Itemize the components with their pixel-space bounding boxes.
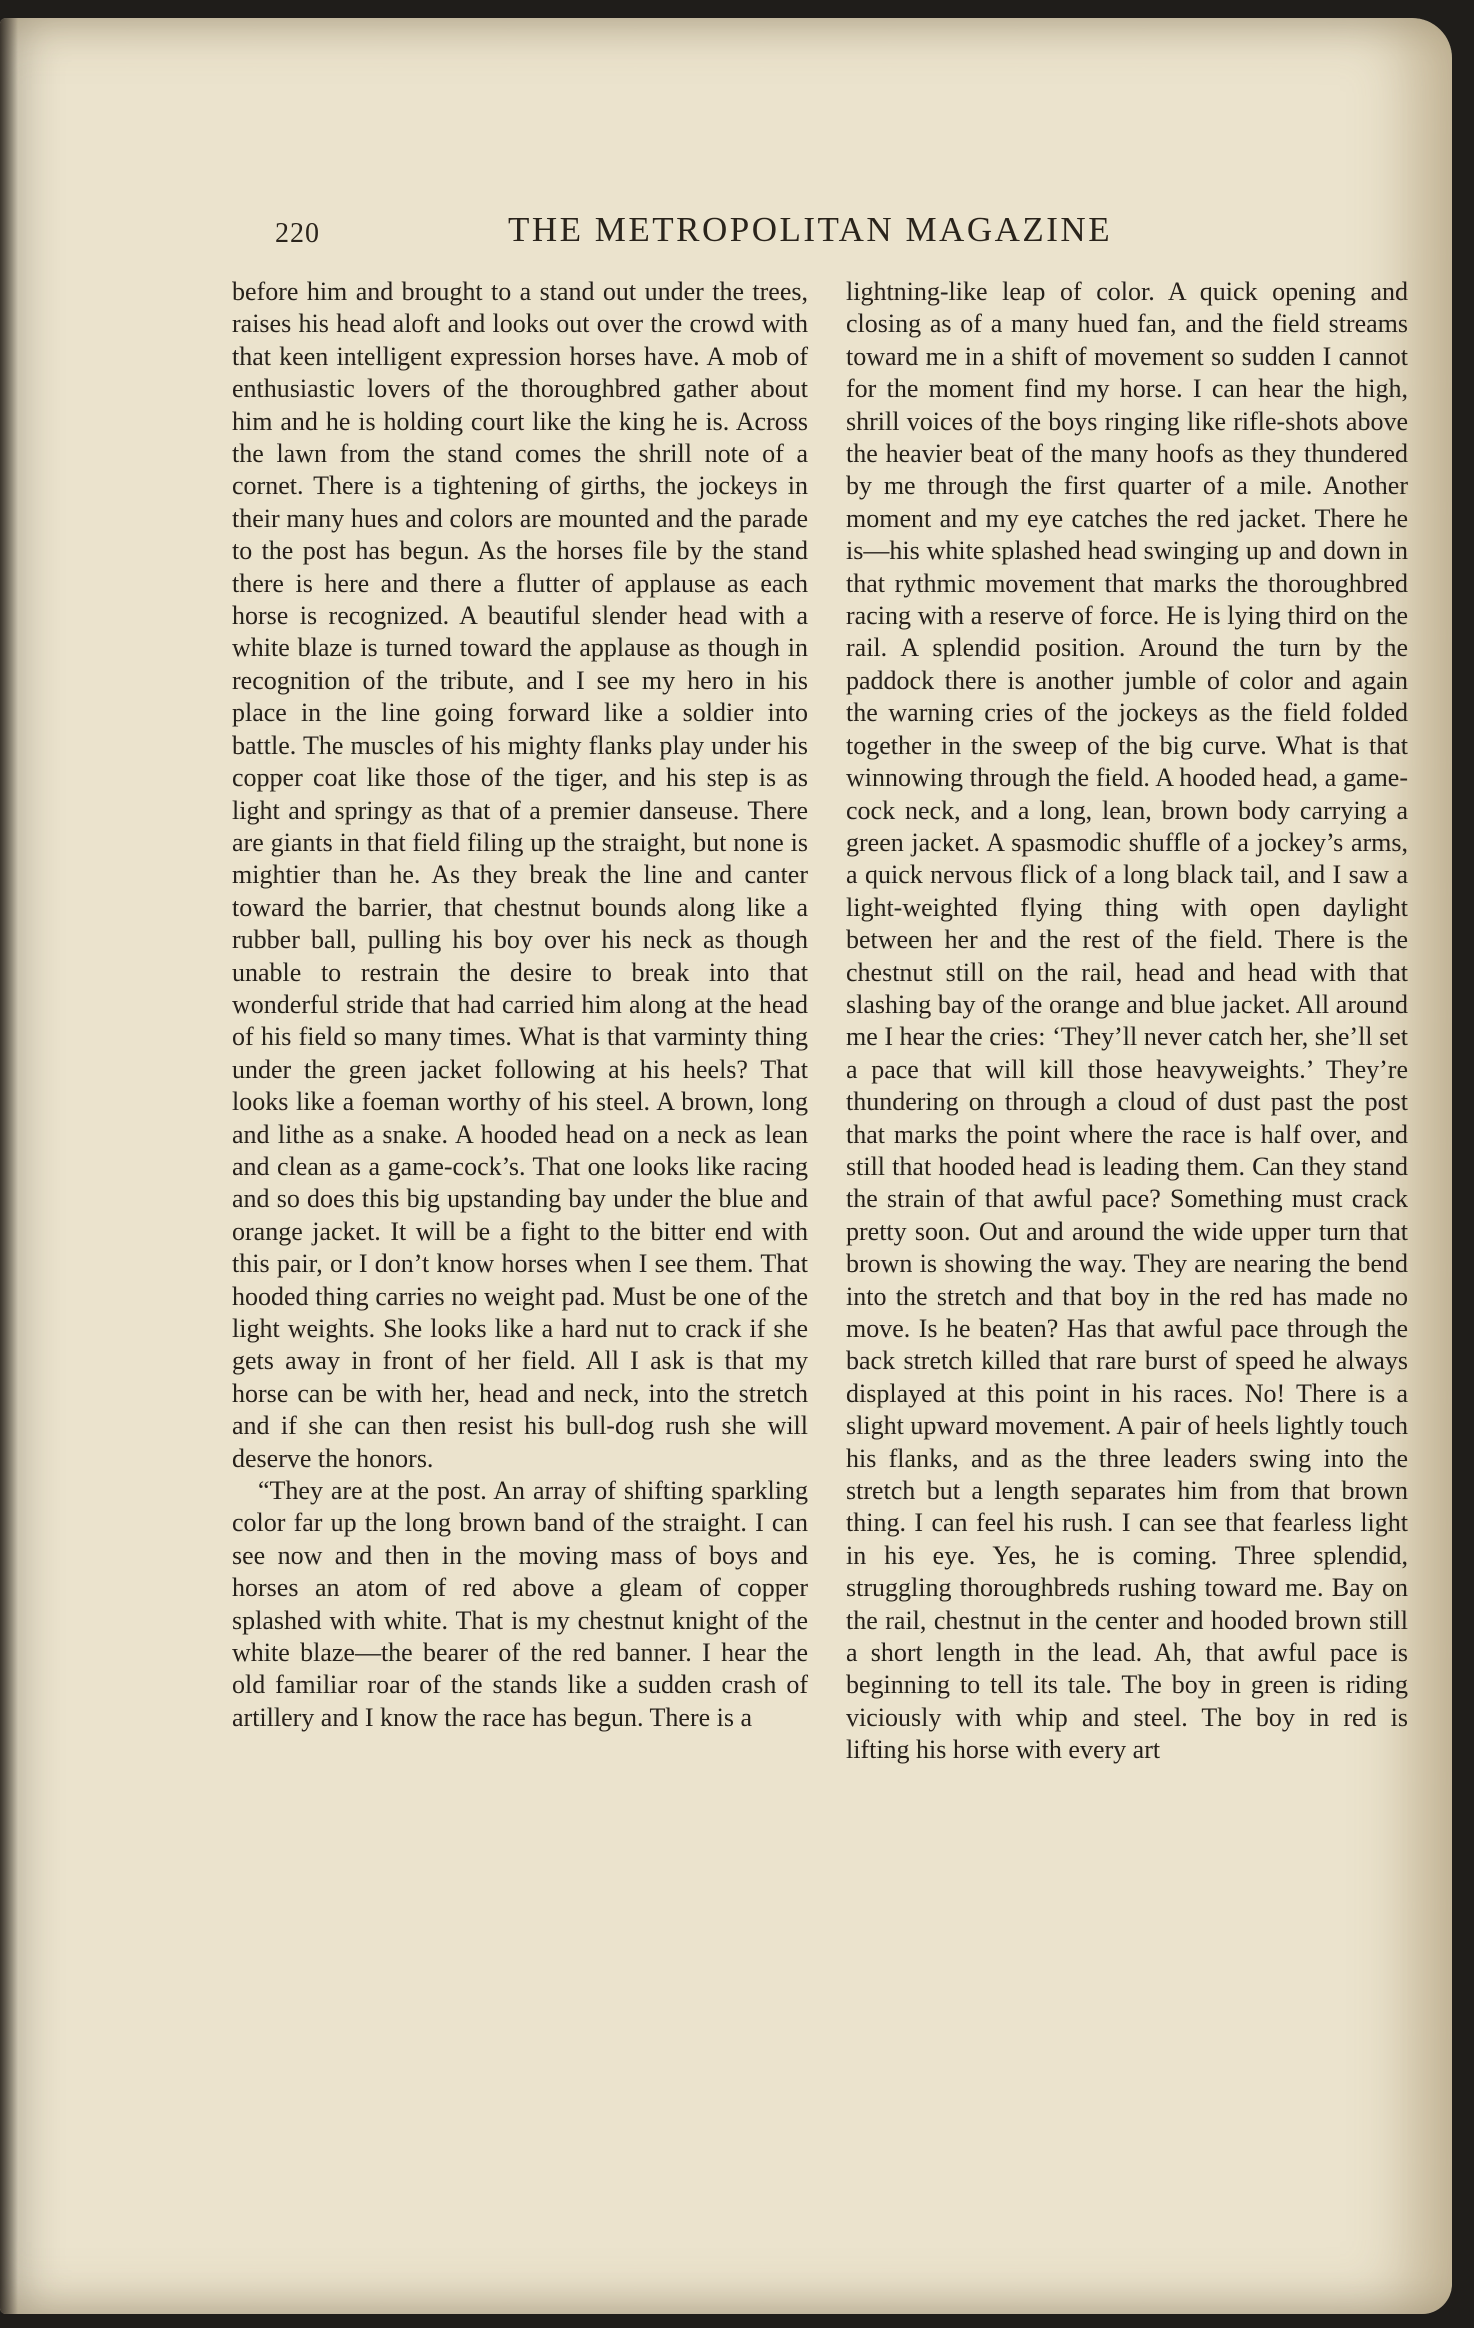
- left-paragraph-2: “They are at the post. An array of shifting sparkling color far up the long brown band of the straight. I can see now and then in the moving mass of boys and horses an atom of red above a gleam of copper splashed with white. That is my chestnut knight of the white blaze—the bearer of the red banner. I hear the old familiar roar of the stands like a sudden crash of artillery and I know the race has begun. There is a: [232, 1476, 808, 1732]
- page-header: [0, 210, 1452, 260]
- running-head: THE METROPOLITAN MAGAZINE: [508, 210, 1113, 249]
- right-column: [846, 276, 1408, 1767]
- page-spine-shadow: [0, 18, 18, 2314]
- right-paragraph-1: lightning-like leap of color. A quick opening and closing as of a many hued fan, and the field streams toward me in a shift of movement so sudden I cannot for the moment find my horse. I can hear the high, shrill voices of the boys ringing like rifle-shots above the heavier beat of the many hoofs as they thundered by me through the first quarter of a mile. Another moment and my eye catches the red jacket. There he is—his white splashed head swinging up and down in that rythmic movement that marks the thoroughbred racing with a reserve of force. He is lying third on the rail. A splendid position. Around the turn by the paddock there is another jumble of color and again the warning cries of the jockeys as the field folded together in the sweep of the big curve. What is that winnowing through the field. A hooded head, a game-cock neck, and a long, lean, brown body carrying a green jacket. A spasmodic shuffle of a jockey’s arms, a quick nervous flick of a long black tail, and I saw a light-weighted flying thing with open daylight between her and the rest of the field. There is the chestnut still on the rail, head and head with that slashing bay of the orange and blue jacket. All around me I hear the cries: ‘They’ll never catch her, she’ll set a pace that will kill those heavyweights.’ They’re thundering on through a cloud of dust past the post that marks the point where the race is half over, and still that hooded head is leading them. Can they stand the strain of that awful pace? Something must crack pretty soon. Out and around the wide upper turn that brown is showing the way. They are nearing the bend into the stretch and that boy in the red has made no move. Is he beaten? Has that awful pace through the back stretch killed that rare burst of speed he always displayed at this point in his races. No! There is a slight upward movement. A pair of heels lightly touch his flanks, and as the three leaders swing into the stretch but a length separates him from that brown thing. I can feel his rush. I can see that fearless light in his eye. Yes, he is coming. Three splendid, struggling thoroughbreds rushing toward me. Bay on the rail, chestnut in the center and hooded brown still a short length in the lead. Ah, that awful pace is beginning to tell its tale. The boy in green is riding viciously with whip and steel. The boy in red is lifting his horse with every art: [846, 277, 1408, 1765]
- left-paragraph-1: before him and brought to a stand out under the trees, raises his head aloft and looks out over the crowd with that keen intelligent expression horses have. A mob of enthusiastic lovers of the thoroughbred gather about him and he is holding court like the king he is. Across the lawn from the stand comes the shrill note of a cornet. There is a tightening of girths, the jockeys in their many hues and colors are mounted and the parade to the post has begun. As the horses file by the stand there is here and there a flutter of applause as each horse is recognized. A beautiful slender head with a white blaze is turned toward the applause as though in recognition of the tribute, and I see my hero in his place in the line going forward like a soldier into battle. The muscles of his mighty flanks play under his copper coat like those of the tiger, and his step is as light and springy as that of a premier danseuse. There are giants in that field filing up the straight, but none is mightier than he. As they break the line and canter toward the barrier, that chestnut bounds along like a rubber ball, pulling his boy over his neck as though unable to restrain the desire to break into that wonderful stride that had carried him along at the head of his field so many times. What is that varminty thing under the green jacket following at his heels? That looks like a foeman worthy of his steel. A brown, long and lithe as a snake. A hooded head on a neck as lean and clean as a game-cock’s. That one looks like racing and so does this big upstanding bay under the blue and orange jacket. It will be a fight to the bitter end with this pair, or I don’t know horses when I see them. That hooded thing carries no weight pad. Must be one of the light weights. She looks like a hard nut to crack if she gets away in front of her field. All I ask is that my horse can be with her, head and neck, into the stretch and if she can then resist his bull-dog rush she will deserve the honors.: [232, 277, 808, 1473]
- page-number: 220: [275, 218, 320, 249]
- magazine-page: [0, 18, 1452, 2314]
- left-column: [232, 276, 808, 1734]
